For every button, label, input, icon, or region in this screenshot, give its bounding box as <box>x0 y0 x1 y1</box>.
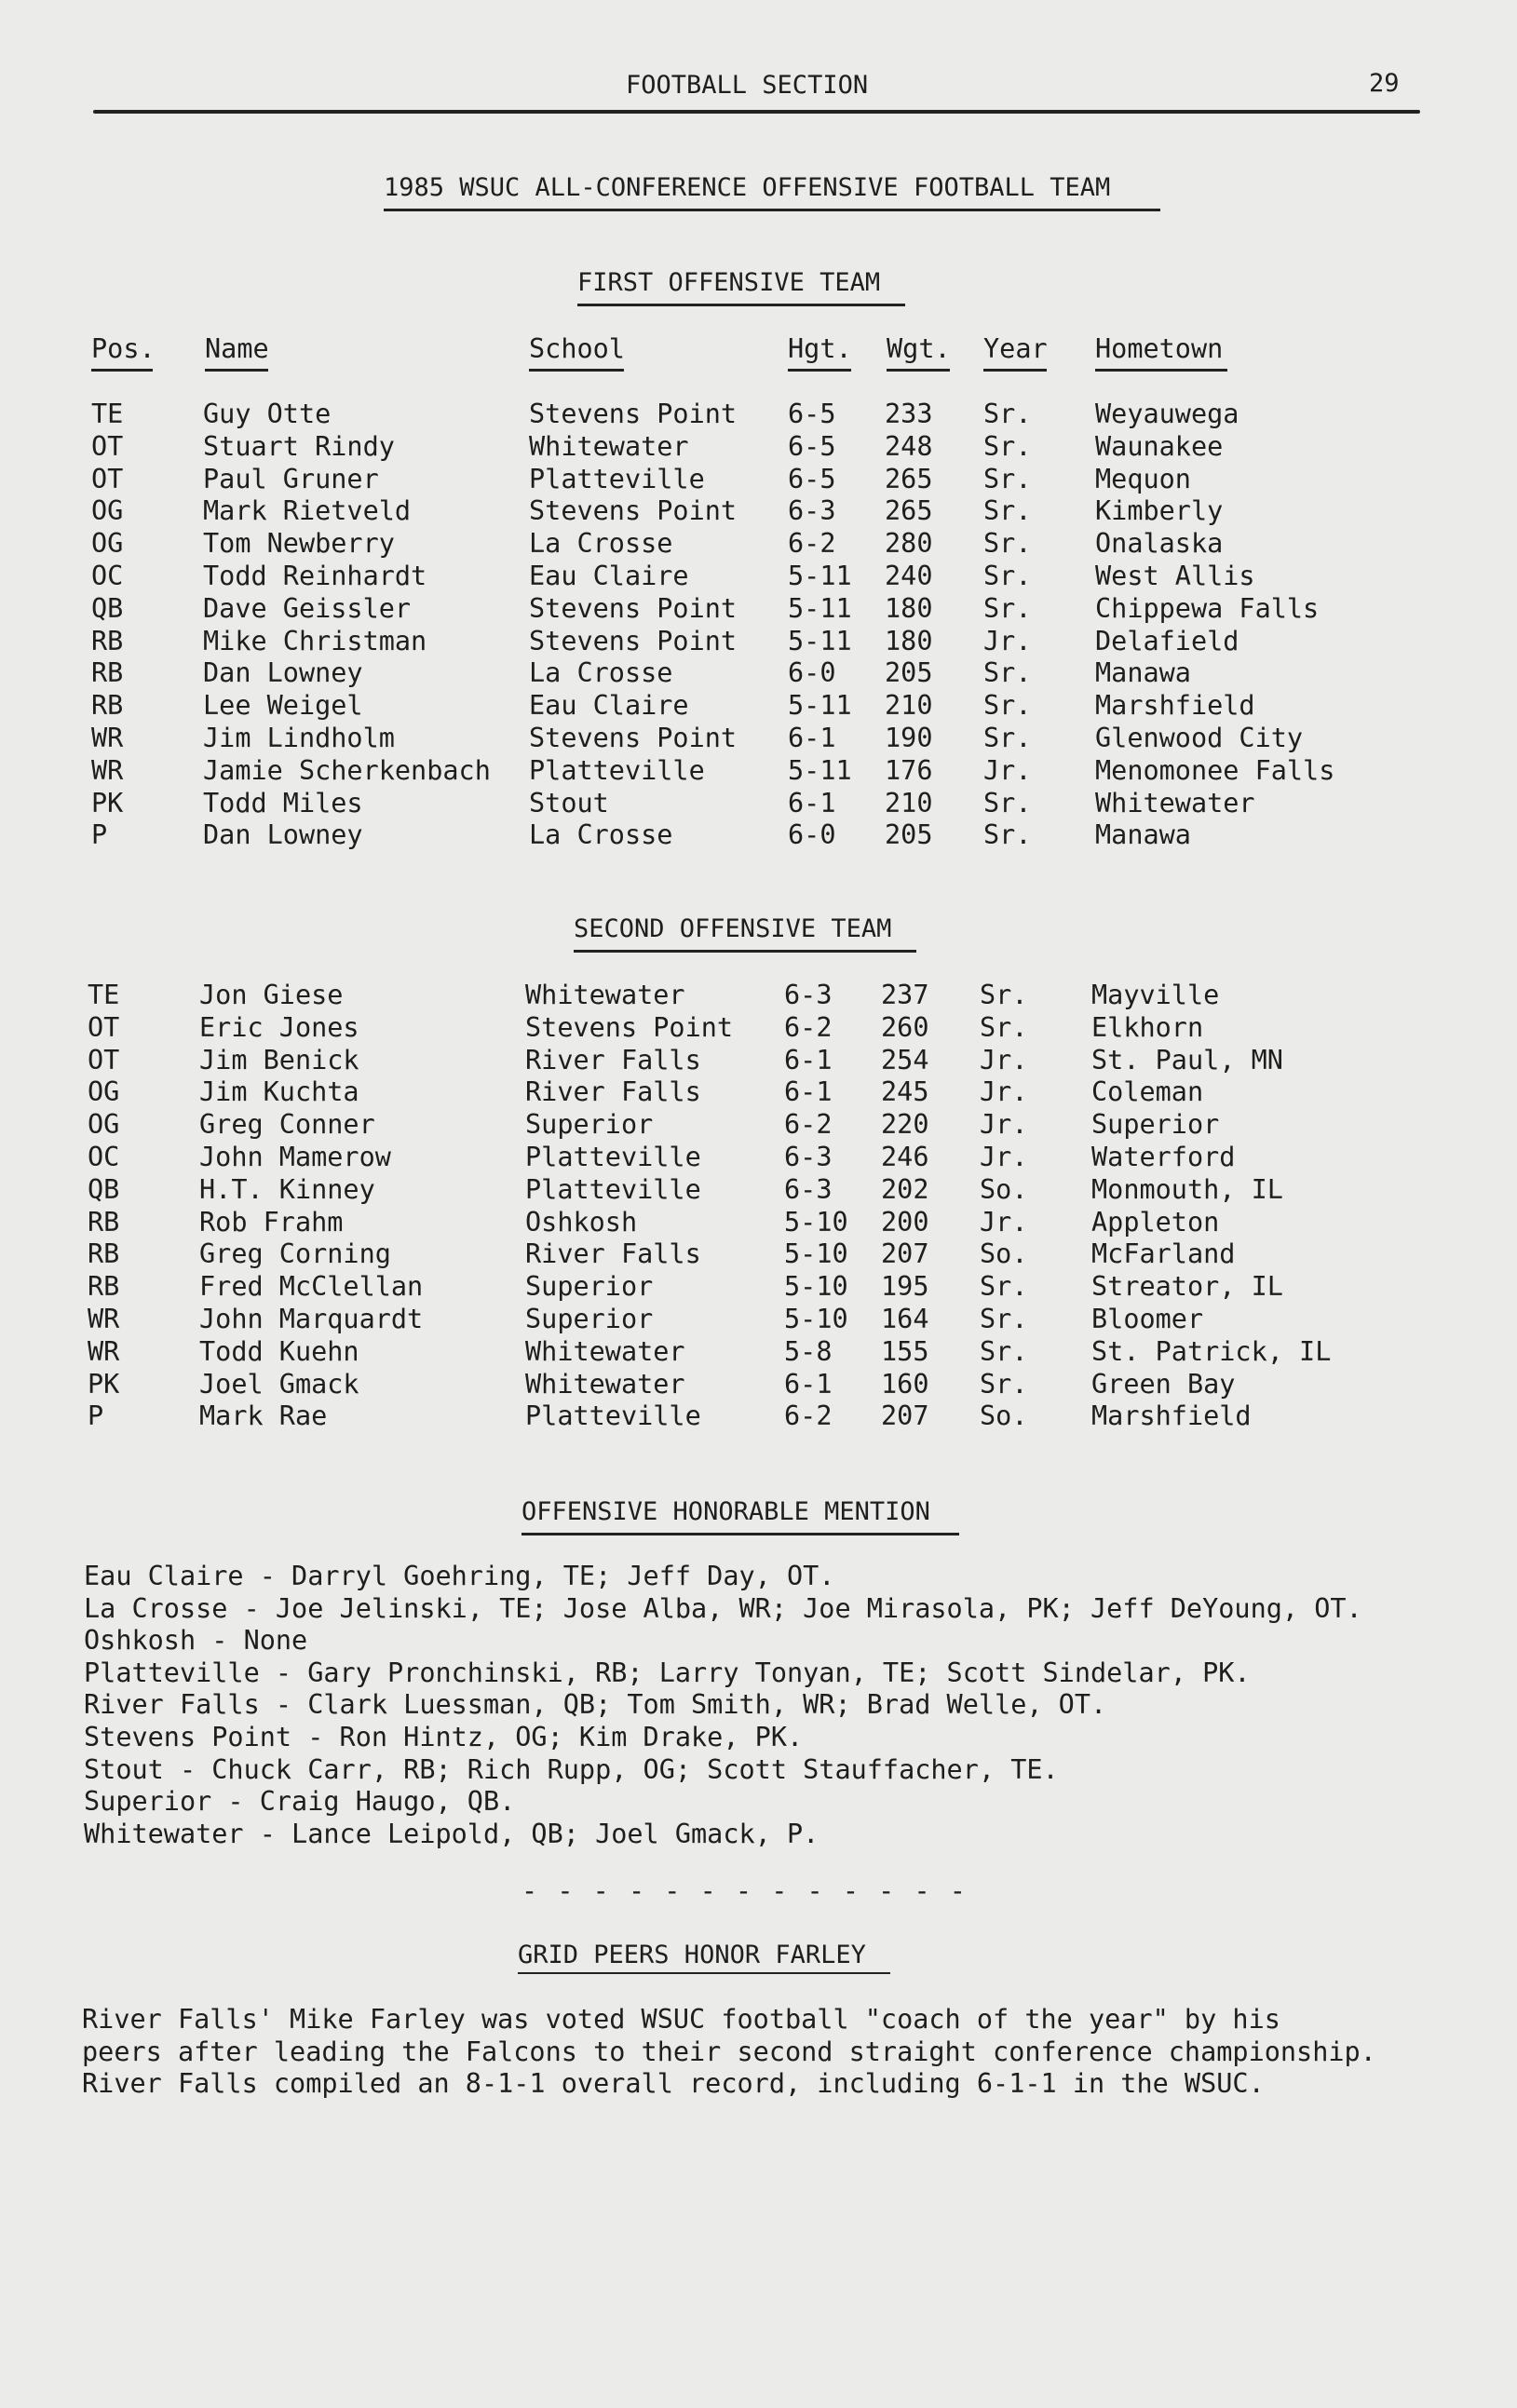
cell-school: Eau Claire <box>529 561 689 591</box>
cell-hgt: 6-1 <box>784 1044 833 1075</box>
document-title: 1985 WSUC ALL-CONFERENCE OFFENSIVE FOOTBALL TEAM <box>384 173 1111 202</box>
cell-pos: OT <box>88 1011 120 1043</box>
cell-year: So. <box>980 1400 1028 1432</box>
cell-year: Sr. <box>983 399 1032 429</box>
paragraph-line: River Falls compiled an 8-1-1 overall record, including 6-1-1 in the WSUC. <box>82 2068 1265 2100</box>
table-row <box>0 657 1517 690</box>
table-row <box>0 690 1517 723</box>
cell-hgt: 6-1 <box>788 723 836 753</box>
second-team-title: SECOND OFFENSIVE TEAM <box>574 914 892 943</box>
cell-wgt: 190 <box>885 723 933 753</box>
cell-wgt: 180 <box>885 625 933 656</box>
cell-year: Sr. <box>980 1304 1028 1334</box>
cell-school: Stevens Point <box>529 592 738 624</box>
cell-pos: OG <box>91 528 124 560</box>
table-row <box>0 1045 1513 1077</box>
cell-school: Stevens Point <box>529 723 738 753</box>
cell-hometown: Streator, IL <box>1091 1271 1283 1303</box>
cell-hometown: Menomonee Falls <box>1095 754 1335 786</box>
cell-pos: OT <box>88 1044 120 1075</box>
cell-name: Todd Kuehn <box>199 1335 359 1367</box>
cell-hometown: Manawa <box>1095 657 1191 689</box>
cell-year: Sr. <box>983 430 1032 462</box>
cell-wgt: 254 <box>881 1044 929 1075</box>
cell-name: Jamie Scherkenbach <box>203 754 491 786</box>
col-wgt-underline <box>887 369 950 372</box>
cell-school: Eau Claire <box>529 690 689 722</box>
cell-pos: OT <box>91 463 124 494</box>
cell-pos: QB <box>88 1173 120 1205</box>
table-row <box>0 431 1517 464</box>
cell-hometown: Bloomer <box>1091 1304 1204 1334</box>
cell-hometown: Mayville <box>1091 980 1220 1010</box>
cell-year: Sr. <box>983 495 1032 527</box>
table-row <box>0 1109 1513 1142</box>
cell-year: Sr. <box>980 1011 1028 1043</box>
second-team-underline <box>574 950 916 953</box>
cell-wgt: 237 <box>881 980 929 1010</box>
cell-wgt: 205 <box>885 657 933 689</box>
farley-title: GRID PEERS HONOR FARLEY <box>518 1941 866 1969</box>
cell-year: Jr. <box>983 625 1032 656</box>
cell-name: Jim Lindholm <box>203 723 395 753</box>
cell-school: River Falls <box>525 1044 701 1075</box>
cell-hometown: Mequon <box>1095 463 1191 494</box>
col-hgt-heading: Hgt. <box>788 333 852 364</box>
cell-pos: PK <box>88 1368 120 1400</box>
cell-wgt: 233 <box>885 399 933 429</box>
cell-year: Sr. <box>983 690 1032 722</box>
cell-hgt: 6-0 <box>788 657 836 689</box>
section-header: FOOTBALL SECTION <box>626 71 869 100</box>
table-row <box>0 1142 1513 1174</box>
cell-pos: P <box>88 1400 104 1432</box>
cell-name: Lee Weigel <box>203 690 363 722</box>
cell-wgt: 200 <box>881 1206 929 1238</box>
cell-hgt: 6-3 <box>784 1173 833 1205</box>
cell-wgt: 180 <box>885 592 933 624</box>
cell-hometown: Delafield <box>1095 625 1239 656</box>
cell-school: Superior <box>525 1109 654 1141</box>
col-school-heading: School <box>529 333 625 364</box>
cell-hgt: 5-11 <box>788 690 852 722</box>
cell-pos: WR <box>91 754 124 786</box>
cell-school: Platteville <box>529 754 705 786</box>
table-row <box>0 593 1517 626</box>
col-school-underline <box>529 369 624 372</box>
cell-name: Todd Reinhardt <box>203 561 427 591</box>
cell-wgt: 210 <box>885 787 933 818</box>
cell-hgt: 5-8 <box>784 1335 833 1367</box>
mention-line: Oshkosh - None <box>84 1625 308 1657</box>
table-row <box>0 1271 1513 1304</box>
cell-hgt: 6-5 <box>788 399 836 429</box>
cell-wgt: 164 <box>881 1304 929 1334</box>
cell-hgt: 6-3 <box>784 980 833 1010</box>
cell-name: Dave Geissler <box>203 592 412 624</box>
cell-name: Guy Otte <box>203 399 332 429</box>
cell-year: So. <box>980 1173 1028 1205</box>
cell-school: Stevens Point <box>529 625 738 656</box>
title-underline <box>384 209 1160 211</box>
table-row <box>0 399 1517 431</box>
cell-year: Sr. <box>983 723 1032 753</box>
cell-year: Jr. <box>980 1142 1028 1172</box>
cell-name: Mike Christman <box>203 625 427 656</box>
cell-hometown: McFarland <box>1091 1238 1236 1270</box>
cell-name: Jim Benick <box>199 1044 359 1075</box>
cell-year: Sr. <box>980 1368 1028 1400</box>
table-row <box>0 1207 1513 1239</box>
cell-pos: OC <box>88 1142 120 1172</box>
cell-hgt: 5-10 <box>784 1206 848 1238</box>
cell-hometown: Green Bay <box>1091 1368 1236 1400</box>
cell-wgt: 240 <box>885 561 933 591</box>
cell-hometown: Glenwood City <box>1095 723 1304 753</box>
cell-wgt: 202 <box>881 1173 929 1205</box>
table-row <box>0 1369 1513 1401</box>
cell-wgt: 260 <box>881 1011 929 1043</box>
cell-year: Sr. <box>983 463 1032 494</box>
honorable-mention-underline <box>521 1533 959 1535</box>
col-hometown-underline <box>1095 369 1227 372</box>
cell-year: Sr. <box>980 1335 1028 1367</box>
farley-underline <box>518 1972 890 1974</box>
cell-wgt: 220 <box>881 1109 929 1141</box>
cell-hometown: Marshfield <box>1095 690 1255 722</box>
cell-year: Jr. <box>980 1044 1028 1075</box>
cell-pos: WR <box>88 1335 120 1367</box>
honorable-mention-title: OFFENSIVE HONORABLE MENTION <box>521 1497 930 1526</box>
cell-hometown: Monmouth, IL <box>1091 1173 1283 1205</box>
cell-year: Sr. <box>980 1271 1028 1303</box>
table-row <box>0 1400 1513 1433</box>
table-row <box>0 495 1517 528</box>
cell-hometown: Chippewa Falls <box>1095 592 1320 624</box>
cell-school: Oshkosh <box>525 1206 638 1238</box>
cell-year: Jr. <box>983 754 1032 786</box>
table-row <box>0 755 1517 788</box>
cell-year: Jr. <box>980 1109 1028 1141</box>
cell-wgt: 207 <box>881 1400 929 1432</box>
cell-year: Sr. <box>983 787 1032 818</box>
cell-pos: OG <box>91 495 124 527</box>
cell-school: Platteville <box>529 463 705 494</box>
cell-name: Dan Lowney <box>203 819 363 851</box>
cell-name: Tom Newberry <box>203 528 395 560</box>
cell-hgt: 6-0 <box>788 819 836 851</box>
cell-school: Whitewater <box>525 980 685 1010</box>
table-row <box>0 1012 1513 1045</box>
table-row <box>0 1174 1513 1207</box>
cell-school: Stevens Point <box>529 399 738 429</box>
cell-school: Whitewater <box>529 430 689 462</box>
cell-hometown: Marshfield <box>1091 1400 1252 1432</box>
cell-name: Fred McClellan <box>199 1271 424 1303</box>
cell-pos: WR <box>91 723 124 753</box>
mention-line: Whitewater - Lance Leipold, QB; Joel Gmack, P. <box>84 1818 819 1849</box>
cell-wgt: 207 <box>881 1238 929 1270</box>
col-name-underline <box>205 369 268 372</box>
cell-hgt: 5-11 <box>788 592 852 624</box>
cell-name: Greg Corning <box>199 1238 391 1270</box>
cell-year: Sr. <box>983 819 1032 851</box>
cell-school: Whitewater <box>525 1335 685 1367</box>
dashed-separator: - - - - - - - - - - - - - <box>521 1875 968 1906</box>
cell-wgt: 280 <box>885 528 933 560</box>
mention-line: La Crosse - Joe Jelinski, TE; Jose Alba, WR; Joe Mirasola, PK; Jeff DeYoung, OT. <box>84 1592 1362 1624</box>
col-pos-heading: Pos. <box>91 333 156 364</box>
cell-school: River Falls <box>525 1238 701 1270</box>
cell-year: Sr. <box>980 980 1028 1010</box>
cell-wgt: 248 <box>885 430 933 462</box>
cell-pos: WR <box>88 1304 120 1334</box>
cell-hometown: West Allis <box>1095 561 1255 591</box>
table-row <box>0 1076 1513 1109</box>
cell-pos: PK <box>91 787 124 818</box>
cell-hometown: St. Paul, MN <box>1091 1044 1283 1075</box>
first-team-title: FIRST OFFENSIVE TEAM <box>577 268 881 297</box>
cell-year: Sr. <box>983 528 1032 560</box>
cell-hgt: 6-1 <box>788 787 836 818</box>
cell-name: Todd Miles <box>203 787 363 818</box>
cell-wgt: 245 <box>881 1076 929 1108</box>
cell-pos: P <box>91 819 108 851</box>
cell-wgt: 265 <box>885 495 933 527</box>
cell-name: Stuart Rindy <box>203 430 395 462</box>
col-year-heading: Year <box>983 333 1048 364</box>
table-row <box>0 464 1517 496</box>
mention-line: Superior - Craig Haugo, QB. <box>84 1786 516 1818</box>
cell-hgt: 5-10 <box>784 1304 848 1334</box>
cell-pos: RB <box>91 690 124 722</box>
cell-hometown: Whitewater <box>1095 787 1255 818</box>
cell-name: John Mamerow <box>199 1142 391 1172</box>
cell-hgt: 6-1 <box>784 1076 833 1108</box>
cell-wgt: 176 <box>885 754 933 786</box>
cell-hometown: Weyauwega <box>1095 399 1239 429</box>
mention-line: River Falls - Clark Luessman, QB; Tom Smith, WR; Brad Welle, OT. <box>84 1689 1107 1721</box>
cell-pos: RB <box>91 625 124 656</box>
cell-hometown: Waterford <box>1091 1142 1236 1172</box>
cell-hometown: Elkhorn <box>1091 1011 1204 1043</box>
cell-pos: RB <box>88 1238 120 1270</box>
mention-line: Platteville - Gary Pronchinski, RB; Larry Tonyan, TE; Scott Sindelar, PK. <box>84 1657 1251 1688</box>
table-row <box>0 1336 1513 1369</box>
cell-hgt: 6-5 <box>788 430 836 462</box>
cell-wgt: 265 <box>885 463 933 494</box>
table-row <box>0 723 1517 755</box>
cell-hgt: 6-2 <box>784 1011 833 1043</box>
cell-wgt: 160 <box>881 1368 929 1400</box>
cell-hometown: Superior <box>1091 1109 1220 1141</box>
cell-school: La Crosse <box>529 528 673 560</box>
cell-hgt: 5-11 <box>788 625 852 656</box>
mention-line: Eau Claire - Darryl Goehring, TE; Jeff Day, OT. <box>84 1561 835 1591</box>
table-row <box>0 626 1517 658</box>
cell-name: Eric Jones <box>199 1011 359 1043</box>
page-number: 29 <box>1369 69 1400 98</box>
cell-hometown: Coleman <box>1091 1076 1204 1108</box>
cell-year: Jr. <box>980 1076 1028 1108</box>
cell-name: Greg Conner <box>199 1109 375 1141</box>
cell-school: Superior <box>525 1271 654 1303</box>
cell-name: Dan Lowney <box>203 657 363 689</box>
cell-school: River Falls <box>525 1076 701 1108</box>
cell-pos: TE <box>88 980 120 1010</box>
cell-pos: QB <box>91 592 124 624</box>
cell-name: John Marquardt <box>199 1304 424 1334</box>
paragraph-line: peers after leading the Falcons to their second straight conference championship. <box>82 2036 1376 2067</box>
table-row <box>0 980 1513 1012</box>
table-row <box>0 788 1517 820</box>
cell-hgt: 6-1 <box>784 1368 833 1400</box>
cell-hometown: Kimberly <box>1095 495 1224 527</box>
cell-school: Superior <box>525 1304 654 1334</box>
cell-hgt: 5-10 <box>784 1271 848 1303</box>
cell-wgt: 195 <box>881 1271 929 1303</box>
cell-name: Joel Gmack <box>199 1368 359 1400</box>
col-name-heading: Name <box>205 333 269 364</box>
cell-school: Platteville <box>525 1142 701 1172</box>
col-hometown-heading: Hometown <box>1095 333 1224 364</box>
header-rule <box>93 110 1420 114</box>
cell-hgt: 6-3 <box>788 495 836 527</box>
cell-hometown: Manawa <box>1095 819 1191 851</box>
cell-hgt: 6-2 <box>788 528 836 560</box>
table-row <box>0 528 1517 561</box>
cell-hometown: St. Patrick, IL <box>1091 1335 1332 1367</box>
cell-school: Stevens Point <box>529 495 738 527</box>
col-wgt-heading: Wgt. <box>887 333 951 364</box>
cell-school: Whitewater <box>525 1368 685 1400</box>
cell-pos: RB <box>88 1206 120 1238</box>
cell-name: Mark Rae <box>199 1400 328 1432</box>
cell-pos: OT <box>91 430 124 462</box>
first-team-underline <box>577 304 905 306</box>
cell-year: Sr. <box>983 657 1032 689</box>
cell-pos: RB <box>88 1271 120 1303</box>
cell-school: Platteville <box>525 1173 701 1205</box>
cell-wgt: 155 <box>881 1335 929 1367</box>
cell-pos: OC <box>91 561 124 591</box>
cell-pos: TE <box>91 399 124 429</box>
paragraph-line: River Falls' Mike Farley was voted WSUC football "coach of the year" by his <box>82 2004 1280 2035</box>
cell-school: Stevens Point <box>525 1011 734 1043</box>
cell-name: Paul Gruner <box>203 463 379 494</box>
cell-year: Sr. <box>983 561 1032 591</box>
cell-name: H.T. Kinney <box>199 1173 375 1205</box>
cell-wgt: 210 <box>885 690 933 722</box>
cell-school: La Crosse <box>529 657 673 689</box>
col-hgt-underline <box>788 369 851 372</box>
cell-name: Jon Giese <box>199 980 344 1010</box>
cell-hometown: Appleton <box>1091 1206 1220 1238</box>
cell-name: Jim Kuchta <box>199 1076 359 1108</box>
cell-wgt: 246 <box>881 1142 929 1172</box>
cell-hgt: 5-10 <box>784 1238 848 1270</box>
col-pos-underline <box>91 369 153 372</box>
cell-hometown: Onalaska <box>1095 528 1224 560</box>
cell-hgt: 6-2 <box>784 1109 833 1141</box>
table-row <box>0 561 1517 593</box>
cell-hgt: 6-2 <box>784 1400 833 1432</box>
cell-hometown: Waunakee <box>1095 430 1224 462</box>
cell-pos: OG <box>88 1076 120 1108</box>
col-year-underline <box>983 369 1047 372</box>
cell-school: Stout <box>529 787 609 818</box>
cell-name: Rob Frahm <box>199 1206 344 1238</box>
cell-school: La Crosse <box>529 819 673 851</box>
cell-pos: RB <box>91 657 124 689</box>
cell-hgt: 6-5 <box>788 463 836 494</box>
table-row <box>0 1238 1513 1271</box>
cell-year: Sr. <box>983 592 1032 624</box>
mention-line: Stout - Chuck Carr, RB; Rich Rupp, OG; Scott Stauffacher, TE. <box>84 1753 1059 1785</box>
cell-wgt: 205 <box>885 819 933 851</box>
cell-hgt: 6-3 <box>784 1142 833 1172</box>
cell-school: Platteville <box>525 1400 701 1432</box>
cell-year: Jr. <box>980 1206 1028 1238</box>
table-row <box>0 1304 1513 1336</box>
cell-name: Mark Rietveld <box>203 495 412 527</box>
table-row <box>0 819 1517 852</box>
mention-line: Stevens Point - Ron Hintz, OG; Kim Drake, PK. <box>84 1722 804 1752</box>
cell-hgt: 5-11 <box>788 754 852 786</box>
cell-hgt: 5-11 <box>788 561 852 591</box>
cell-pos: OG <box>88 1109 120 1141</box>
cell-year: So. <box>980 1238 1028 1270</box>
